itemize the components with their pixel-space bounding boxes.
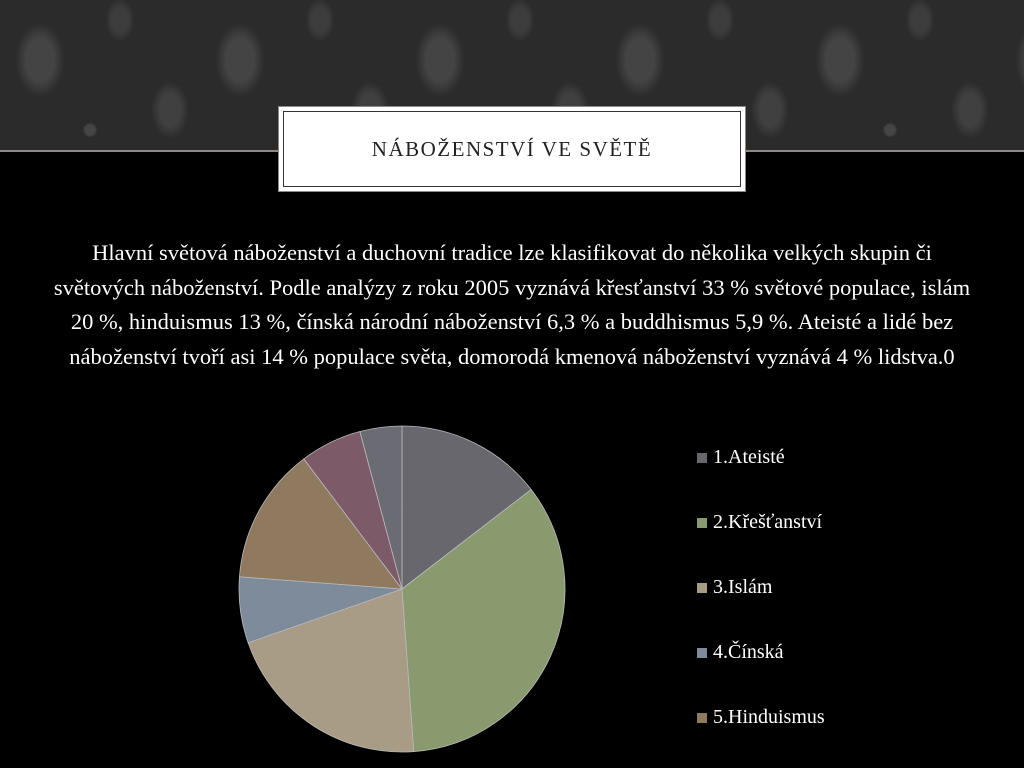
legend-label: 1.Ateisté bbox=[713, 446, 785, 468]
legend-label: 2.Křešťanství bbox=[713, 511, 823, 533]
legend-swatch bbox=[697, 583, 707, 593]
legend-label: 4.Čínská bbox=[713, 641, 784, 663]
legend-swatch bbox=[697, 518, 707, 528]
legend-label: 3.Islám bbox=[713, 576, 773, 598]
legend-swatch bbox=[697, 453, 707, 463]
legend-swatch bbox=[697, 713, 707, 723]
title-box bbox=[278, 106, 746, 192]
slide-title: NÁBOŽENSTVÍ VE SVĚTĚ bbox=[371, 137, 653, 161]
slide-body-text: Hlavní světová náboženství a duchovní tradice lze klasifikovat do několika velkých skupin či světových náboženství. Podle analýzy z roku 2005 vyznává křesťanství 33 % světové populace, islám 20 %, hinduismus 13 %, čínská národní náboženství 6,3 % a buddhismus 5,9 %. Ateisté a lidé bez náboženství tvoří asi 14 % populace světa, domorodá kmenová náboženství vyznává 4 % lidstva.0 bbox=[53, 240, 971, 369]
legend-swatch bbox=[697, 648, 707, 658]
pie-chart bbox=[236, 424, 576, 758]
legend-label: 5.Hinduismus bbox=[713, 706, 825, 728]
